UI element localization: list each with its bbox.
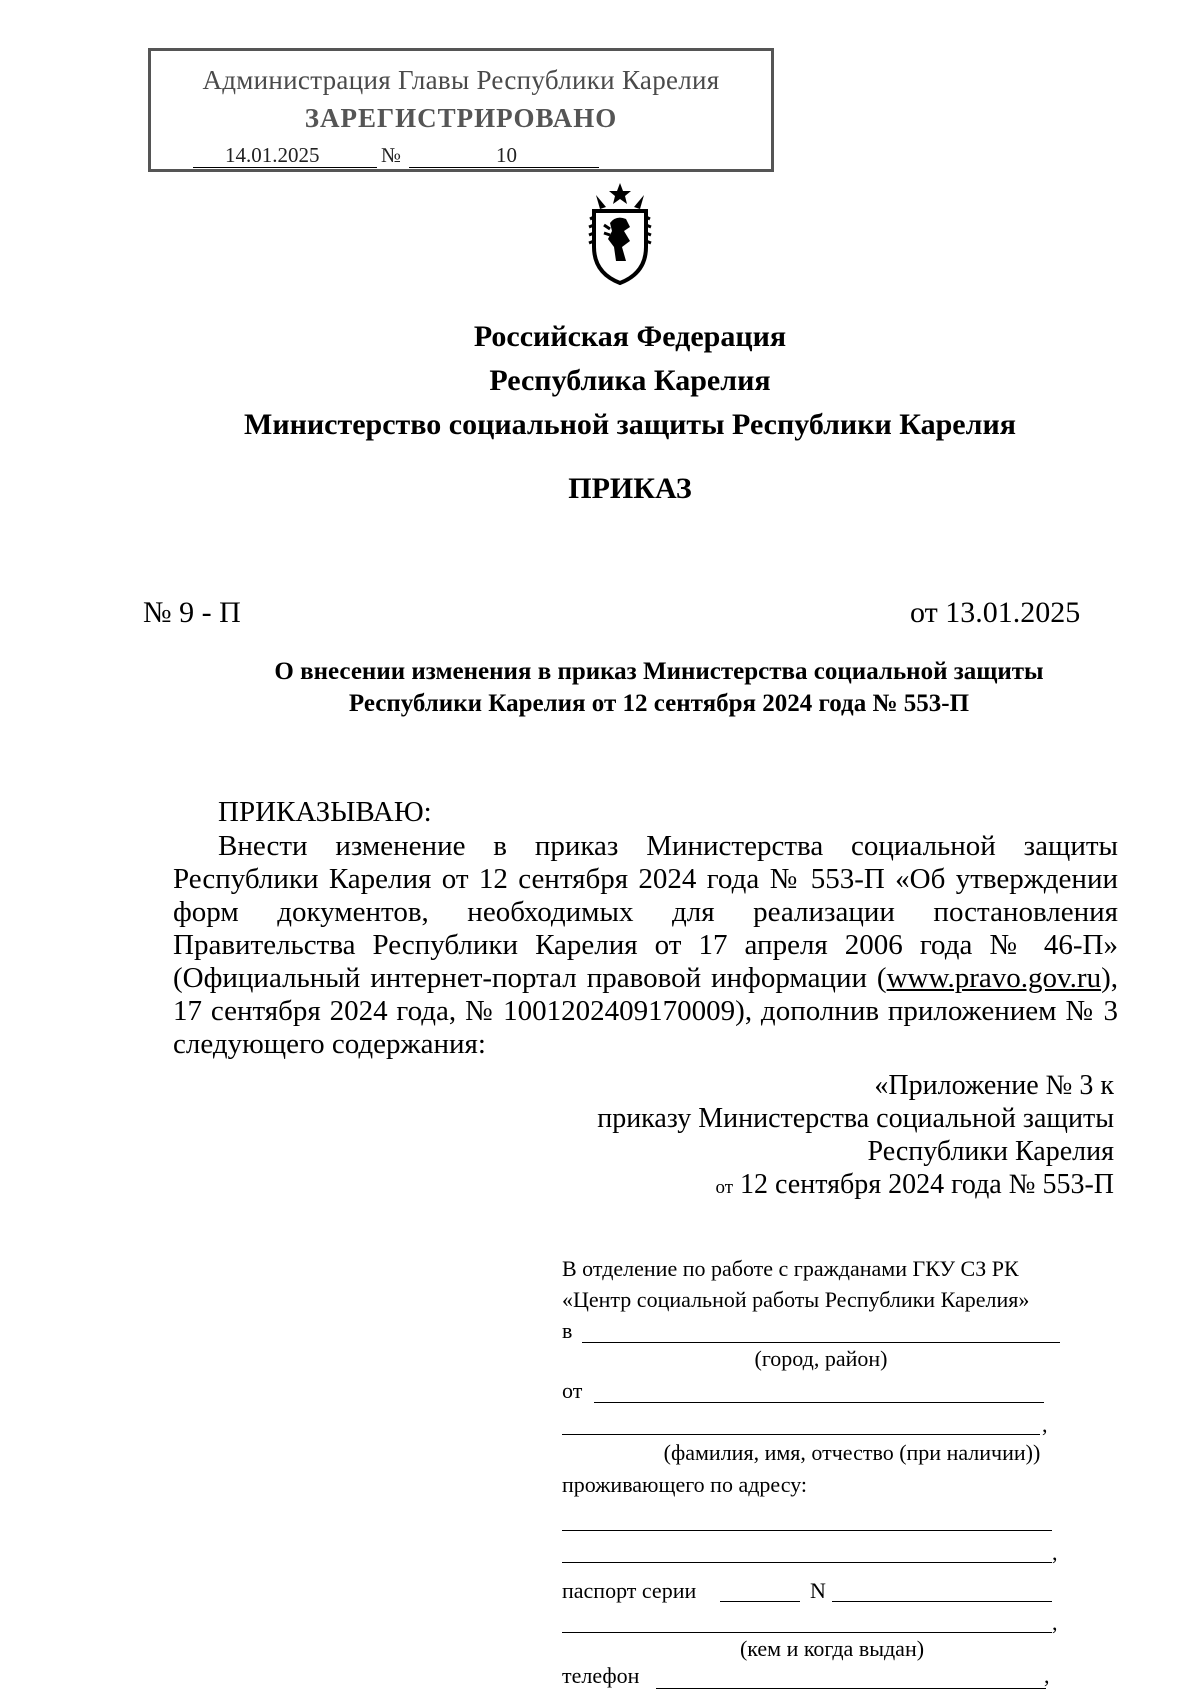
stamp-number: 10 (496, 143, 517, 167)
document-type: ПРИКАЗ (568, 472, 692, 505)
body-paragraph (173, 830, 1118, 1061)
comma-2: , (1052, 1540, 1058, 1565)
header-region: Республика Карелия (489, 364, 771, 397)
city-caption: (город, район) (754, 1346, 888, 1371)
form-recipient-line-2: «Центр социальной работы Республики Карелия» (562, 1287, 1030, 1312)
form-recipient-line-1: В отделение по работе с гражданами ГКУ СЗ РК (562, 1256, 1019, 1281)
full-name-field[interactable] (562, 1434, 1040, 1435)
pravo-link[interactable]: www.pravo.gov.ru (886, 962, 1102, 994)
from-field[interactable] (594, 1402, 1044, 1403)
appendix-line-4 (715, 1169, 1114, 1201)
full-name-caption: (фамилия, имя, отчество (при наличии)) (663, 1440, 1041, 1465)
stamp-date: 14.01.2025 (225, 143, 320, 167)
header-ministry: Министерство социальной защиты Республики Карелия (244, 408, 1016, 441)
phone-label: телефон (562, 1663, 640, 1688)
address-label: проживающего по адресу: (562, 1472, 808, 1497)
body-text-end: ), 17 сентября 2024 года, № 1001202409170009), дополнив приложением № 3 следующего содержания: (173, 962, 1118, 1060)
stamp-status: ЗАРЕГИСТРИРОВАНО (304, 103, 618, 133)
appendix-line-3: Республики Карелия (867, 1136, 1114, 1167)
passport-issued-caption: (кем и когда выдан) (739, 1636, 925, 1661)
address-field-1[interactable] (562, 1530, 1052, 1531)
phone-field[interactable] (656, 1688, 1046, 1689)
comma-4: , (1044, 1663, 1050, 1688)
passport-series-field[interactable] (720, 1601, 800, 1602)
address-field-2[interactable] (562, 1562, 1052, 1563)
order-number: № 9 - П (143, 596, 241, 629)
header-country: Российская Федерация (473, 320, 787, 353)
form-in-prefix: в (562, 1318, 573, 1343)
stamp-organization: Администрация Главы Республики Карелия (202, 65, 720, 95)
appendix-line-2: приказу Министерства социальной защиты (597, 1103, 1114, 1134)
coat-of-arms-icon (586, 181, 654, 287)
form-from-prefix: от (562, 1378, 583, 1403)
comma-1: , (1042, 1412, 1048, 1437)
appendix-date: 12 сентября 2024 года № 553-П (740, 1169, 1114, 1200)
registration-stamp (148, 48, 774, 172)
order-date: от 13.01.2025 (910, 596, 1081, 629)
passport-number-label: N (810, 1578, 826, 1603)
order-word: ПРИКАЗЫВАЮ: (218, 796, 432, 828)
appendix-from-prefix: от (715, 1177, 734, 1198)
city-field[interactable] (582, 1342, 1060, 1343)
passport-series-label: паспорт серии (562, 1578, 697, 1603)
stamp-number-sign: № (381, 143, 402, 167)
comma-3: , (1052, 1610, 1058, 1635)
subject-line-2: Республики Карелия от 12 сентября 2024 года № 553-П (348, 690, 970, 717)
passport-number-field[interactable] (832, 1601, 1052, 1602)
body-text-start: Внести изменение в приказ Министерства социальной защиты Республики Карелия от 12 сентября 2024 года № 553-П «Об утверждении форм документов, необходимых для реализации постановления Правительства Республики Карелия от 17 апреля 2006 года № 46-П» (Официальный интернет-портал правовой информации ( (173, 830, 1118, 994)
appendix-line-1: «Приложение № 3 к (874, 1070, 1114, 1101)
subject-line-1: О внесении изменения в приказ Министерства социальной защиты (274, 658, 1044, 685)
passport-issued-field[interactable] (562, 1632, 1052, 1633)
